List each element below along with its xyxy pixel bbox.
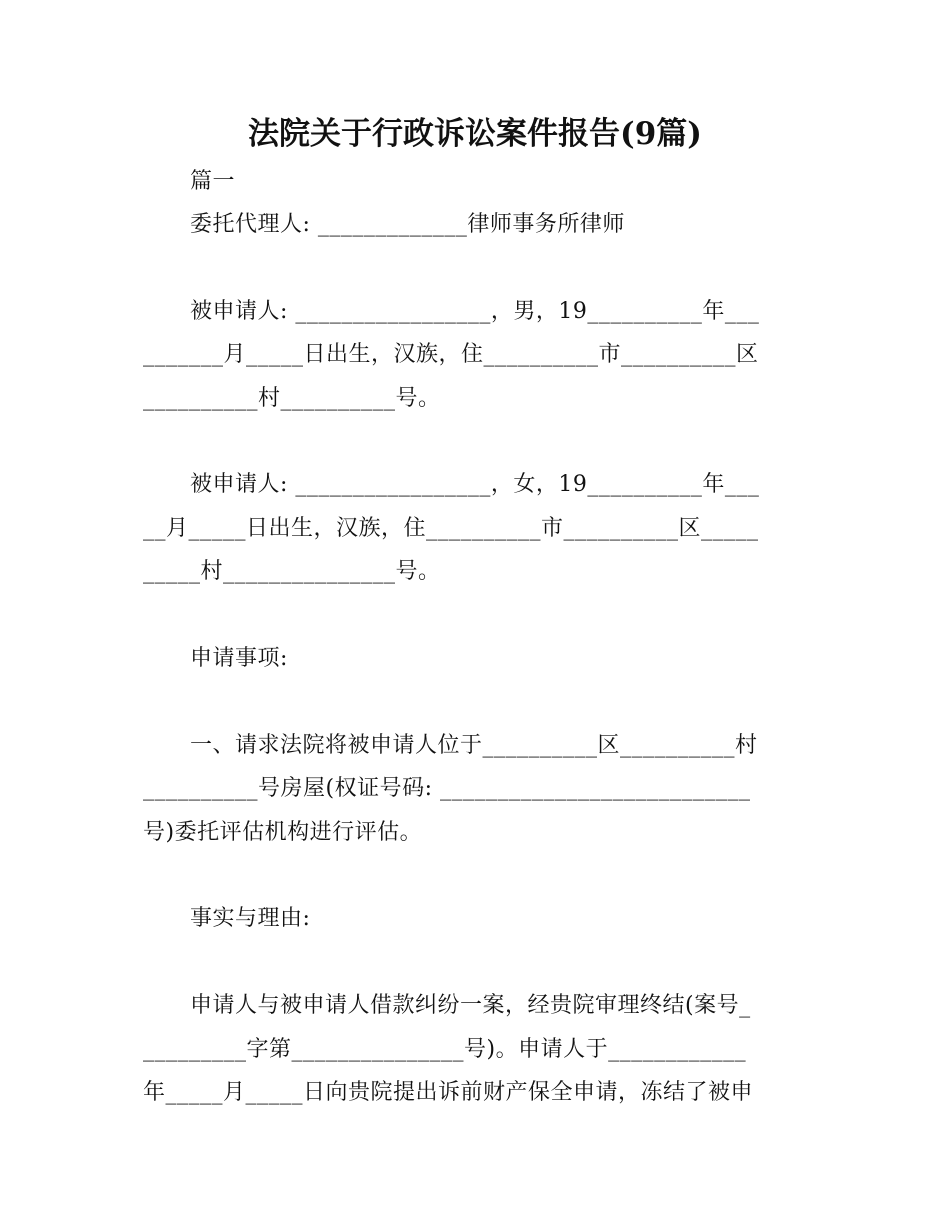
agent-line: 委托代理人: _____________律师事务所律师: [190, 212, 625, 237]
facts-heading: 事实与理由:: [190, 906, 311, 931]
respondent-1-line-3: __________村__________号。: [143, 386, 441, 411]
respondent-2-line-3: _____村_______________号。: [143, 559, 441, 584]
request-heading: 申请事项:: [190, 646, 288, 671]
document-title: 法院关于行政诉讼案件报告(9篇): [248, 116, 702, 152]
respondent-2-line-2: __月_____日出生，汉族，住__________市__________区_____: [143, 516, 759, 541]
facts-line-2: _________字第_______________号)。申请人于____________: [143, 1037, 747, 1062]
facts-line-3: 年_____月_____日向贵院提出诉前财产保全申请，冻结了被申: [143, 1080, 754, 1105]
respondent-1-line-1: 被申请人: _________________，男，19__________年___: [190, 299, 760, 324]
facts-line-1: 申请人与被申请人借款纠纷一案，经贵院审理终结(案号_: [190, 993, 751, 1018]
respondent-2-line-1: 被申请人: _________________，女，19__________年___: [190, 472, 760, 497]
request-item-line-1: 一、请求法院将被申请人位于__________区__________村: [190, 733, 758, 758]
section-label: 篇一: [190, 169, 236, 194]
request-item-line-3: 号)委托评估机构进行评估。: [143, 820, 423, 845]
request-item-line-2: __________号房屋(权证号码: ___________________________: [143, 776, 751, 801]
respondent-1-line-2: _______月_____日出生，汉族，住__________市__________区: [143, 342, 759, 367]
